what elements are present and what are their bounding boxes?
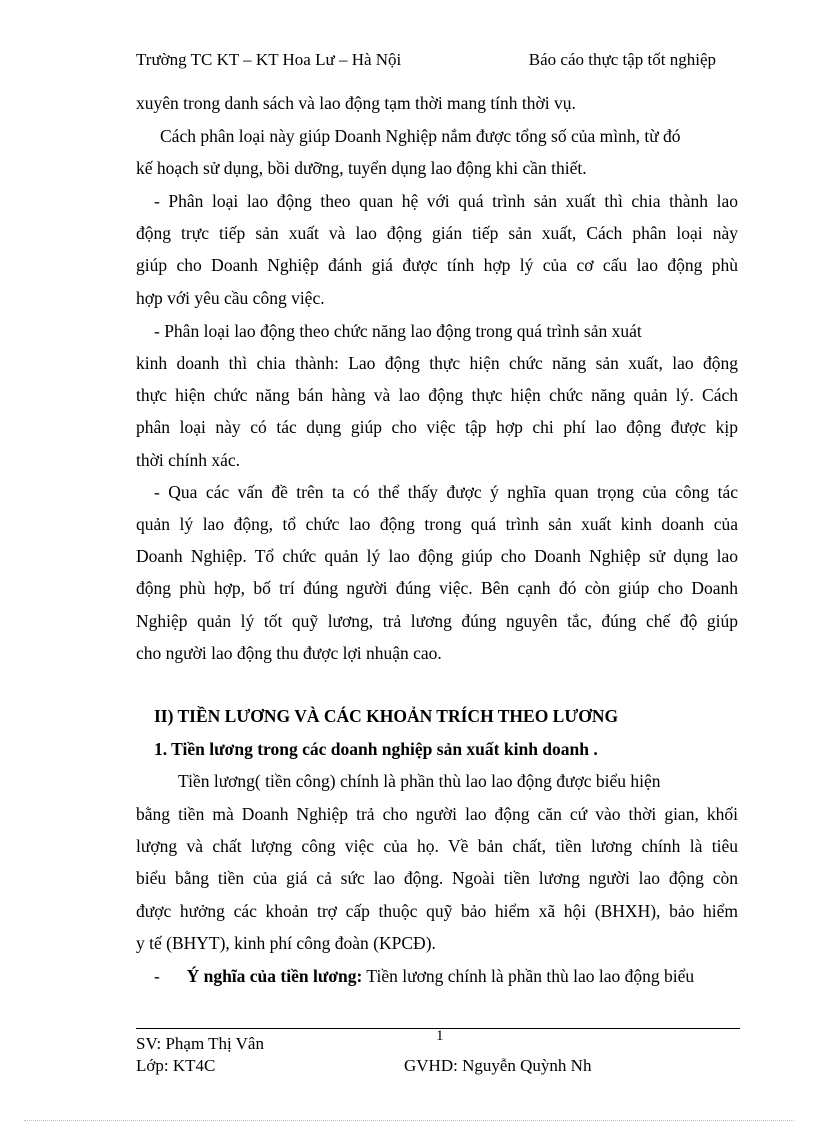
sub-heading: 1. Tiền lương trong các doanh nghiệp sản xuất kinh doanh . (154, 739, 598, 759)
meaning-label: Ý nghĩa của tiền lương: (186, 966, 363, 986)
footer-class: Lớp: KT4C (136, 1056, 216, 1075)
body-line: Nghiệp quản lý tốt quỹ lương, trả lương đúng nguyên tắc, đúng chế độ giúp (136, 611, 738, 631)
body-line: kinh doanh thì chia thành: Lao động thực hiện chức năng sản xuất, lao động (136, 353, 738, 373)
body-line: động phù hợp, bố trí đúng người đúng việc. Bên cạnh đó còn giúp cho Doanh (136, 578, 738, 598)
body-line: phân loại này có tác dụng giúp cho việc tập hợp chi phí lao động được kịp (136, 417, 738, 437)
footer-supervisor: GVHD: Nguyễn Quỳnh Nh (404, 1056, 592, 1075)
body-line: cho người lao động thu được lợi nhuận cao. (136, 643, 442, 663)
body-line: - Phân loại lao động theo quan hệ với quá trình sản xuất thì chia thành lao (154, 191, 738, 211)
list-dash: - (154, 966, 160, 986)
body-line: biểu bằng tiền của giá cả sức lao động. Ngoài tiền lương người lao động còn (136, 868, 738, 888)
body-line: Doanh Nghiệp. Tổ chức quản lý lao động giúp cho Doanh Nghiệp sử dụng lao (136, 546, 738, 566)
body-line: - Phân loại lao động theo chức năng lao động trong quá trình sản xuát (154, 321, 642, 341)
body-line: kế hoạch sử dụng, bồi dưỡng, tuyển dụng lao động khi cần thiết. (136, 158, 587, 178)
body-line: được hưởng các khoản trợ cấp thuộc quỹ bảo hiểm xã hội (BHXH), bảo hiểm (136, 901, 738, 921)
body-line: Tiền lương( tiền công) chính là phần thù lao lao động được biểu hiện (178, 771, 661, 791)
body-line: xuyên trong danh sách và lao động tạm thời mang tính thời vụ. (136, 93, 576, 113)
meaning-text: Tiền lương chính là phần thù lao lao động biểu (366, 966, 695, 986)
body-line: Cách phân loại này giúp Doanh Nghiệp nắm được tổng số của mình, từ đó (160, 126, 681, 146)
section-heading: II) TIỀN LƯƠNG VÀ CÁC KHOẢN TRÍCH THEO LƯƠNG (154, 706, 619, 726)
body-line: y tế (BHYT), kinh phí công đoàn (KPCĐ). (136, 933, 436, 953)
header-report-title: Báo cáo thực tập tốt nghiệp (528, 50, 716, 69)
body-line: thực hiện chức năng bán hàng và lao động thực hiện chức năng quản lý. Cách (136, 385, 738, 405)
body-line: - Qua các vấn đề trên ta có thể thấy được ý nghĩa quan trọng của công tác (154, 482, 738, 502)
body-line: bằng tiền mà Doanh Nghiệp trả cho người lao động căn cứ vào thời gian, khối (136, 804, 738, 824)
body-line: động trực tiếp sản xuất và lao động gián tiếp sản xuất, Cách phân loại này (136, 223, 738, 243)
page-number: 1 (436, 1028, 444, 1044)
body-line: giúp cho Doanh Nghiệp đánh giá được tính hợp lý của cơ cấu lao động phù (136, 255, 738, 275)
body-line: thời chính xác. (136, 450, 241, 470)
header-school: Trường TC KT – KT Hoa Lư – Hà Nội (136, 50, 402, 69)
body-line: lượng và chất lượng công việc của họ. Về bản chất, tiền lương chính là tiêu (136, 836, 738, 856)
page-bottom-dotted-edge (24, 1120, 794, 1121)
page-header (136, 50, 716, 72)
body-line: hợp với yêu cầu công việc. (136, 288, 325, 308)
footer-student: SV: Phạm Thị Vân (136, 1034, 264, 1053)
body-line: quản lý lao động, tổ chức lao động trong quá trình sản xuất kinh doanh của (136, 514, 738, 534)
body-line-meaning (154, 965, 738, 987)
